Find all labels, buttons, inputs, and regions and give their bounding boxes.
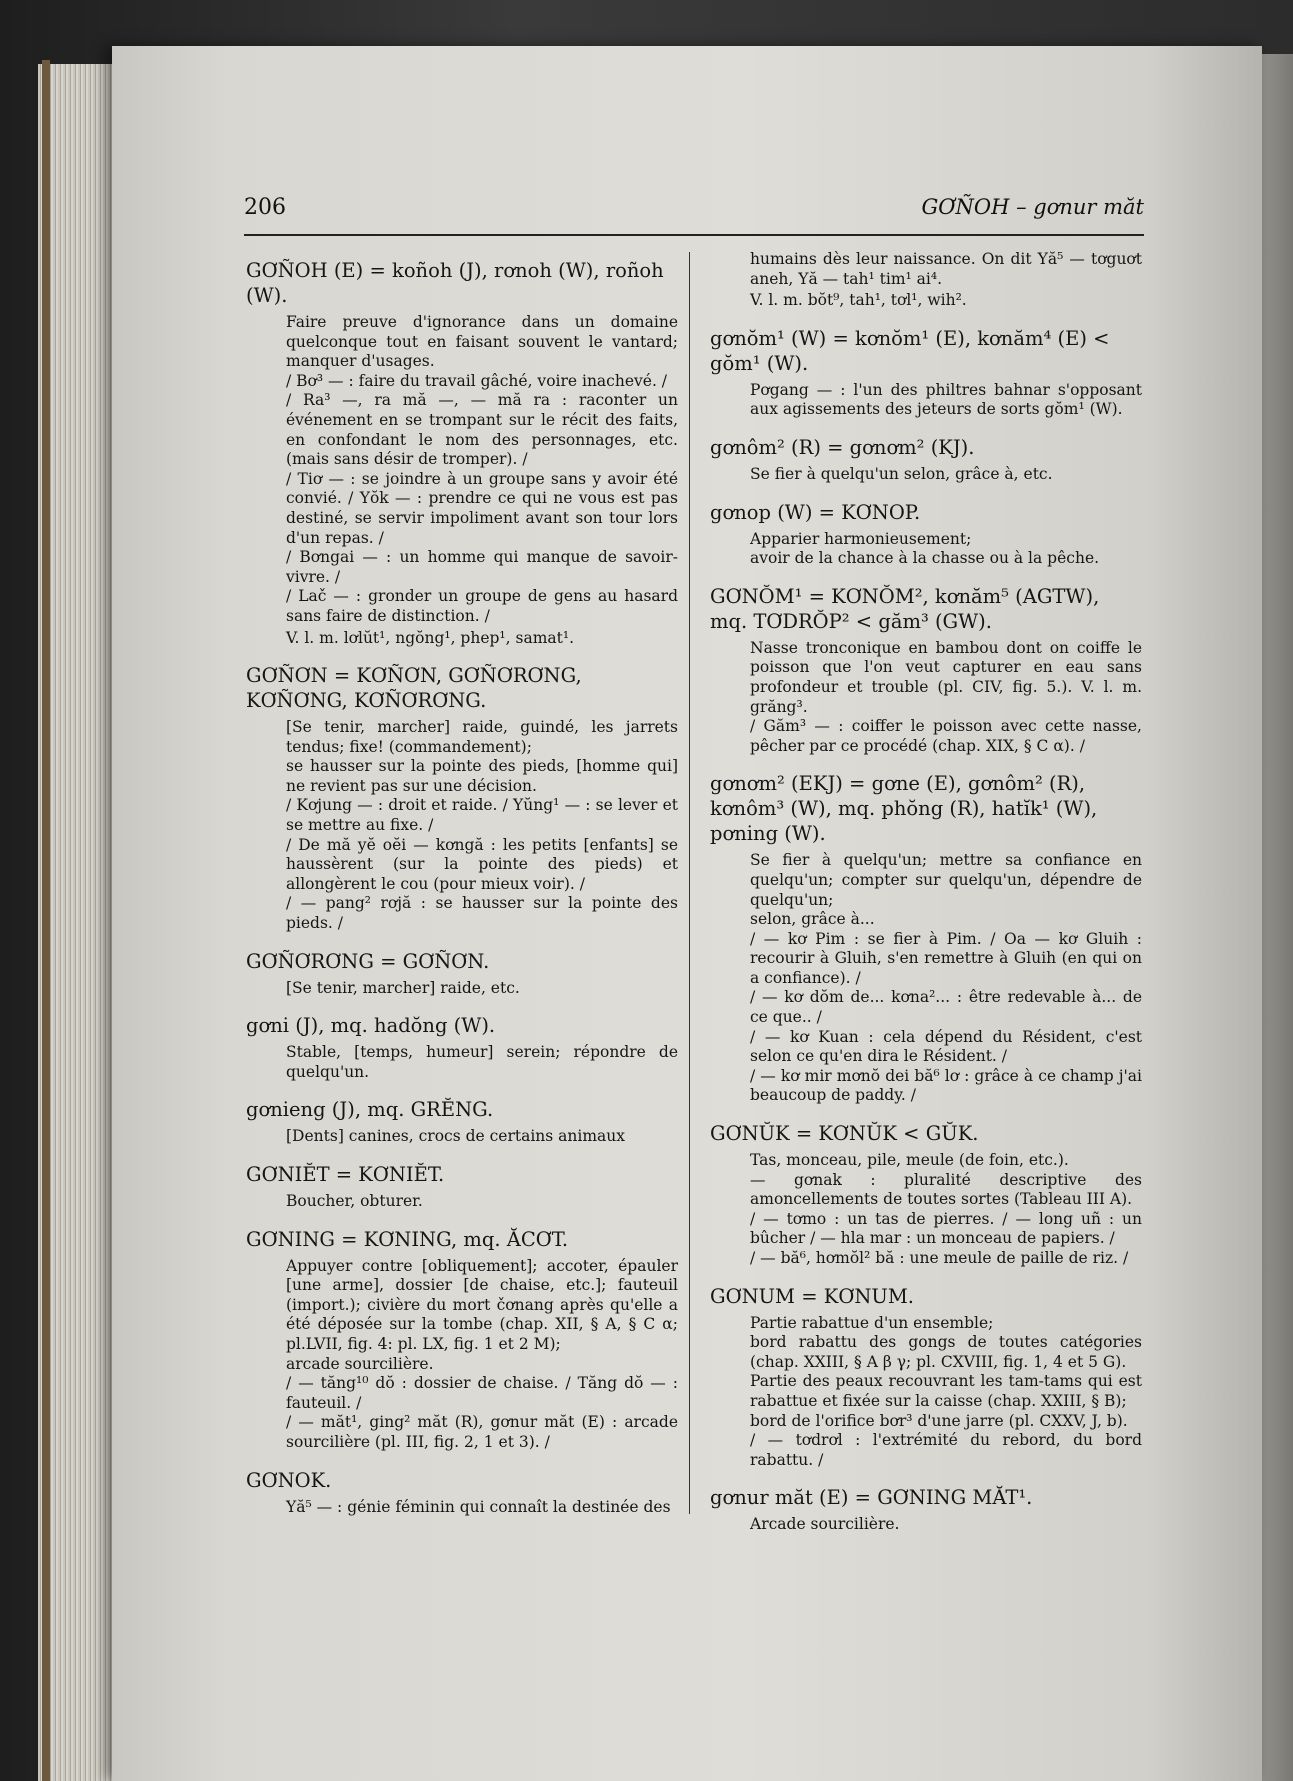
dictionary-entry — [246, 1013, 678, 1082]
see-also: V. l. m. lơlŭt¹, ngŏng¹, phep¹, samat¹. — [286, 628, 575, 647]
entry-definition — [286, 1498, 678, 1518]
left-column — [246, 258, 678, 1532]
entry-definition — [286, 313, 678, 627]
entry-definition — [286, 718, 678, 934]
definition-line: bord de l'orifice bơr³ d'une jarre (pl. CXXV, J, b). — [750, 1411, 1128, 1430]
entry-headword: GƠÑƠN = KƠÑƠN, GƠÑƠRƠNG, KƠÑƠNG, KƠÑƠRƠNG. — [246, 664, 582, 713]
column-divider — [689, 252, 690, 1514]
definition-line: se hausser sur la pointe des pieds, [homme qui] ne revient pas sur une décision. — [286, 757, 678, 795]
entry-definition — [750, 381, 1142, 420]
right-column — [710, 250, 1142, 1550]
dictionary-entry — [710, 500, 1142, 569]
definition-line: / — kơ Kuan : cela dépend du Résident, c'est selon ce qu'en dira le Résident. / — [750, 1027, 1142, 1066]
entry-headword: GƠNŎM¹ = KƠNŎM², kơnăm⁵ (AGTW), mq. TƠDRŎP² < găm³ (GW). — [710, 584, 1100, 633]
dictionary-entry — [246, 1468, 678, 1518]
dictionary-entry — [710, 326, 1142, 420]
definition-line: / Kơjung — : droit et raide. / Yŭng¹ — : se lever et se mettre au fixe. / — [286, 796, 678, 835]
entry-headword: gơnieng (J), mq. GRĔNG. — [246, 1098, 494, 1122]
entry-definition — [286, 979, 678, 999]
definition-line: / — bă⁶, hơmŏl² bă : une meule de paille de riz. / — [750, 1249, 1129, 1267]
definition-line: / Bơ³ — : faire du travail gâché, voire inachevé. / — [286, 371, 668, 390]
definition-line: Yă⁵ — : génie féminin qui connaît la destinée des — [286, 1497, 671, 1516]
definition-line: / — kơ dŏm de... kơna²... : être redevable à... de ce que.. / — [750, 988, 1142, 1027]
running-head — [244, 195, 1144, 231]
definition-line: Apparier harmonieusement; — [750, 529, 972, 548]
entry-definition — [750, 1515, 1142, 1535]
dictionary-entry — [246, 1097, 678, 1147]
definition-line: Se fier à quelqu'un selon, grâce à, etc. — [750, 464, 1053, 483]
definition-line: [Dents] canines, crocs de certains animaux — [286, 1127, 626, 1146]
definition-line: Stable, [temps, humeur] serein; répondre de quelqu'un. — [286, 1043, 678, 1081]
dictionary-entry — [246, 258, 678, 648]
entry-headword: gơnop (W) = KƠNOP. — [710, 500, 921, 524]
dictionary-entry — [246, 1227, 678, 1453]
entry-headword: gơnŏm¹ (W) = kơnŏm¹ (E), kơnăm⁴ (E) < gŏm¹ (W). — [710, 326, 1110, 375]
entry-headword: gơnôm² (R) = gơnơm² (KJ). — [710, 435, 975, 459]
dictionary-entry — [710, 435, 1142, 485]
entry-definition — [750, 851, 1142, 1106]
dictionary-entry — [710, 1284, 1142, 1471]
see-also: V. l. m. bŏt⁹, tah¹, tơl¹, wih². — [750, 291, 967, 310]
definition-line: Tas, monceau, pile, meule (de foin, etc.). — [750, 1151, 1069, 1170]
entry-definition — [286, 1127, 678, 1147]
definition-line: / — tơdrơl : l'extrémité du rebord, du bord rabattu. / — [750, 1431, 1142, 1469]
continued-definition: humains dès leur naissance. On dit Yă⁵ — tơguơt aneh, Yă — tah¹ tim¹ ai⁴. — [750, 250, 1142, 288]
definition-line: / Lač — : gronder un groupe de gens au hasard sans faire de distinction. / — [286, 587, 678, 625]
entry-headword: gơnur măt (E) = GƠNING MĂT¹. — [710, 1486, 1033, 1510]
dictionary-entry — [710, 1121, 1142, 1269]
definition-line: / — kơ mir mơnŏ dei bă⁶ lơ : grâce à ce champ j'ai beaucoup de paddy. / — [750, 1066, 1142, 1105]
entry-headword: gơni (J), mq. hadŏng (W). — [246, 1014, 496, 1038]
dictionary-entry-continuation — [710, 250, 1142, 311]
definition-line: Pơgang — : l'un des philtres bahnar s'opposant aux agissements des jeteurs de sorts gŏm¹ (W). — [750, 380, 1142, 419]
definition-line: / Ra³ —, ra mă —, — mă ra : raconter un événement en se trompant sur le récit des faits, en confondant le nom des personnages, etc. (mais sans désir de tromper). / — [286, 391, 678, 469]
definition-line: / — măt¹, ging² măt (R), gơnur măt (E) : arcade sourcilière (pl. III, fig. 2, 1 et 3). / — [286, 1413, 678, 1451]
definition-line: Faire preuve d'ignorance dans un domaine quelconque tout en faisant souvent le vantard; manquer d'usages. — [286, 313, 678, 371]
definition-line: Se fier à quelqu'un; mettre sa confiance en quelqu'un; compter sur quelqu'un, dépendre de quelqu'un; — [750, 851, 1142, 909]
entry-definition — [286, 1192, 678, 1212]
definition-line: Partie des peaux recouvrant les tam-tams qui est rabattue et fixée sur la caisse (chap. XXIII, § B); — [750, 1372, 1142, 1410]
definition-line: / — kơ Pim : se fier à Pim. / Oa — kơ Gluih : recourir à Gluih, s'en remettre à Gluih (en qui on a confiance). / — [750, 929, 1142, 987]
entry-headword: GƠNOK. — [246, 1468, 332, 1492]
definition-line: [Se tenir, marcher] raide, guindé, les jarrets tendus; fixe! (commandement); — [286, 718, 678, 756]
definition-line: Boucher, obturer. — [286, 1192, 423, 1210]
entry-headword: GƠNIĔT = KƠNIĔT. — [246, 1163, 445, 1186]
definition-line: avoir de la chance à la chasse ou à la pêche. — [750, 549, 1100, 568]
header-rule — [244, 234, 1144, 236]
entry-definition — [750, 530, 1142, 569]
definition-line: selon, grâce à... — [750, 910, 875, 929]
book-spine — [42, 60, 50, 1781]
entry-headword: GƠÑOH (E) = koñoh (J), rơnoh (W), roñoh (W). — [246, 259, 664, 307]
dictionary-entry — [710, 584, 1142, 757]
definition-line: Appuyer contre [obliquement]; accoter, épauler [une arme], dossier [de chaise, etc.]; fauteuil (import.); civière du mort čơnang après qu'elle a été déposée sur la tombe (chap. XII, § A, § C α; pl.LVII, fig. 4: pl. LX, fig. 1 et 2 M); — [286, 1256, 678, 1353]
entry-definition — [750, 1151, 1142, 1269]
entry-headword: gơnơm² (EKJ) = gơne (E), gơnôm² (R), kơnôm³ (W), mq. phŏng (R), hatĭk¹ (W), pơning (W). — [710, 772, 1098, 846]
entry-headword: GƠNUM = KƠNUM. — [710, 1284, 914, 1308]
definition-line: arcade sourcilière. — [286, 1354, 434, 1373]
definition-line: bord rabattu des gongs de toutes catégories (chap. XXIII, § A β γ; pl. CXVIII, fig. 1, 4 et 5 G). — [750, 1333, 1142, 1371]
definition-line: / — tăng¹⁰ dŏ : dossier de chaise. / Tăng dŏ — : fauteuil. / — [286, 1374, 678, 1412]
dictionary-entry — [246, 1162, 678, 1212]
definition-line: [Se tenir, marcher] raide, etc. — [286, 978, 520, 997]
dictionary-entry — [710, 1485, 1142, 1535]
dictionary-entry — [246, 949, 678, 999]
dictionary-entry — [710, 771, 1142, 1106]
entry-definition — [750, 1314, 1142, 1471]
definition-line: Arcade sourcilière. — [750, 1515, 900, 1534]
entry-definition — [750, 465, 1142, 485]
definition-line: / — pang² rơjă : se hausser sur la pointe des pieds. / — [286, 894, 678, 933]
entry-definition — [286, 1257, 678, 1453]
page-number: 206 — [244, 195, 286, 220]
definition-line: / Tiơ — : se joindre à un groupe sans y avoir été convié. / Yŏk — : prendre ce qui ne vous est pas destiné, se servir impoliment avant son tour lors d'un repas. / — [286, 469, 678, 547]
definition-line: / — tơmo : un tas de pierres. / — long uñ : un bûcher / — hla mar : un monceau de papiers. / — [750, 1209, 1142, 1248]
dictionary-entry — [246, 663, 678, 934]
definition-line: / De mă yĕ oĕi — kơngă : les petits [enfants] se haussèrent (sur la pointe des pieds) et allongèrent le cou (pour mieux voir). / — [286, 835, 678, 893]
entry-headword: GƠNING = KƠNING, mq. ĂCƠT. — [246, 1227, 569, 1251]
definition-line: / Găm³ — : coiffer le poisson avec cette nasse, pêcher par ce procédé (chap. XIX, § C α). / — [750, 717, 1142, 755]
entry-headword: GƠÑƠRƠNG = GƠÑƠN. — [246, 949, 490, 973]
definition-line: Nasse tronconique en bambou dont on coiffe le poisson que l'on veut capturer en eau sans profondeur et trouble (pl. CIV, fig. 5.). V. l. m. grăng³. — [750, 638, 1142, 716]
definition-line: — gơnak : pluralité descriptive des amoncellements de toutes sortes (Tableau III A). — [750, 1170, 1142, 1209]
definition-line: / Bơngai — : un homme qui manque de savoir-vivre. / — [286, 548, 678, 586]
definition-line: Partie rabattue d'un ensemble; — [750, 1313, 994, 1332]
running-title: GƠÑOH – gơnur măt — [921, 195, 1144, 219]
entry-definition — [750, 639, 1142, 757]
entry-headword: GƠNŬK = KƠNŬK < GŬK. — [710, 1122, 979, 1146]
entry-definition — [286, 1043, 678, 1082]
